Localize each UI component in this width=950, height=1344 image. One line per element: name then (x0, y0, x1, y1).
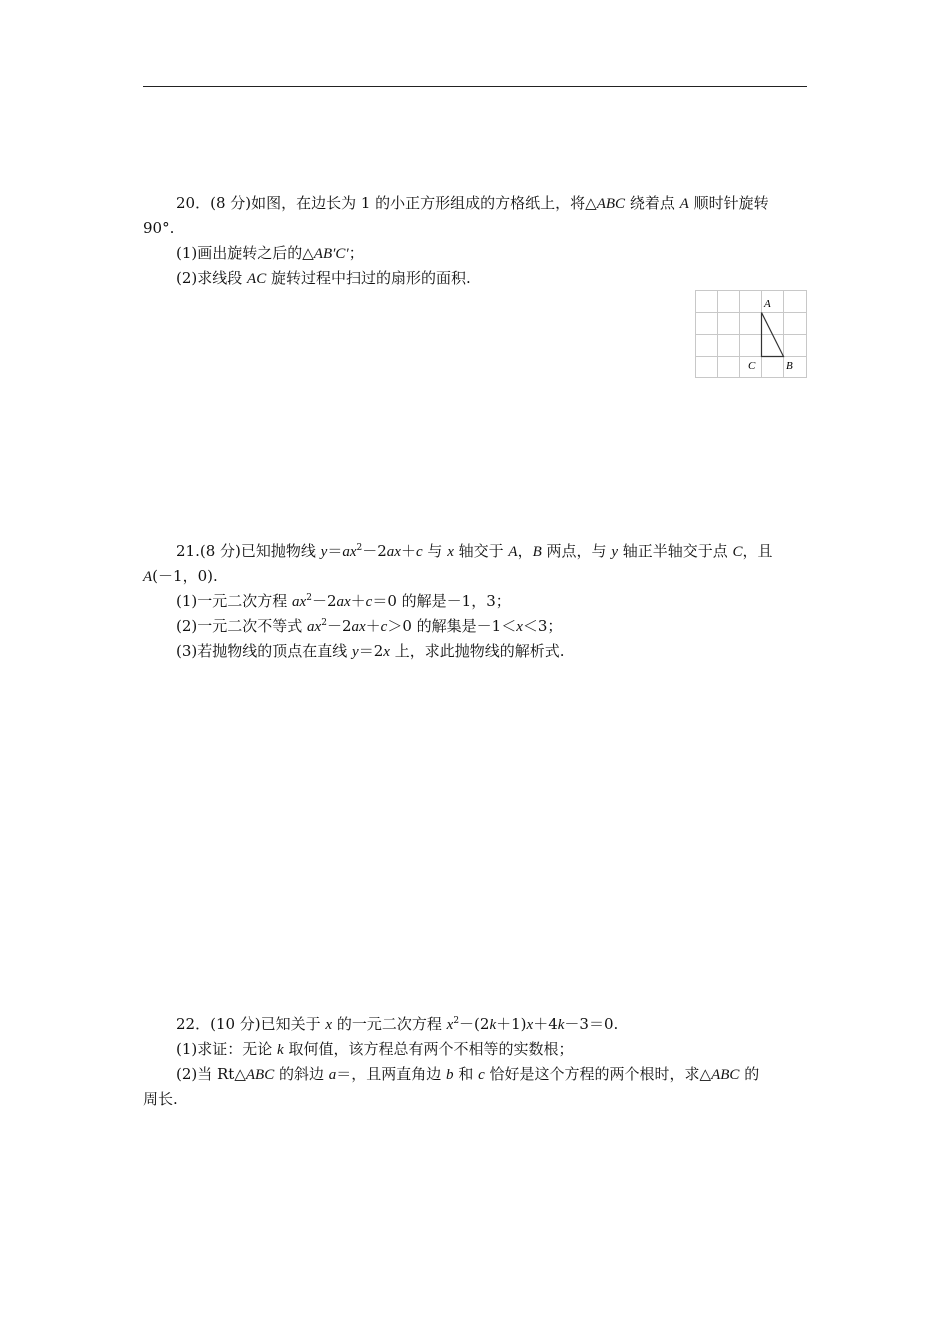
label-a: A (764, 298, 771, 310)
header-rule (143, 86, 807, 87)
q20-line1-render: 20．(8 分)如图，在边长为 1 的小正方形组成的方格纸上，将△ABC 绕着点 A 顺时针旋转 (176, 194, 769, 212)
q21-line2-render: A(－1，0). (143, 567, 218, 585)
q22-part1 (176, 1039, 573, 1060)
q21-line1-render: 21.(8 分)已知抛物线 $y=ax^2-2ax+c$ 与 x 轴交于 A，B 两点，与 y 轴正半轴交于点 C，且 (176, 542, 773, 560)
q21-part1 (176, 591, 511, 612)
q22-line1-render: 22．(10 分)已知关于 x 的一元二次方程 $x^2-(2k+1)x+4k-3=0$. (176, 1015, 619, 1033)
q22-part1-render: (1)求证：无论 k 取何值，该方程总有两个不相等的实数根； (176, 1040, 574, 1058)
q20-grid-figure (695, 290, 807, 378)
q20-part2 (176, 268, 471, 289)
label-c: C (748, 360, 756, 372)
q20-line1 (176, 193, 769, 214)
q21-part1-render: (1)一元二次方程 $ax^2-2ax+c=0$ 的解是－1，3； (176, 592, 511, 610)
q21-part3 (176, 641, 564, 662)
q20-part1 (176, 243, 364, 264)
q20-part2-render: (2)求线段 AC 旋转过程中扫过的扇形的面积. (176, 269, 471, 287)
q22-part2-line1 (176, 1064, 759, 1085)
q22-part2-line2: 周长. (143, 1090, 178, 1108)
q21-part2-render: (2)一元二次不等式 $ax^2-2ax+c>0$ 的解集是－1＜x＜3； (176, 617, 563, 635)
q20-part1-render: (1)画出旋转之后的△AB′C′； (176, 244, 364, 262)
q21-part3-render: (3)若抛物线的顶点在直线 y＝2x 上，求此抛物线的解析式. (176, 642, 565, 660)
q21-line1 (176, 541, 773, 562)
q21-line2 (143, 566, 218, 587)
q20-line2: 90°. (143, 219, 175, 237)
label-b: B (786, 360, 793, 372)
q22-line1 (176, 1014, 618, 1035)
grid-svg (695, 290, 807, 378)
q21-part2 (176, 616, 562, 637)
q22-part2-line1-render: (2)当 Rt△ABC 的斜边 a＝，且两直角边 b 和 c 恰好是这个方程的两个根时，求△ABC 的 (176, 1065, 760, 1083)
